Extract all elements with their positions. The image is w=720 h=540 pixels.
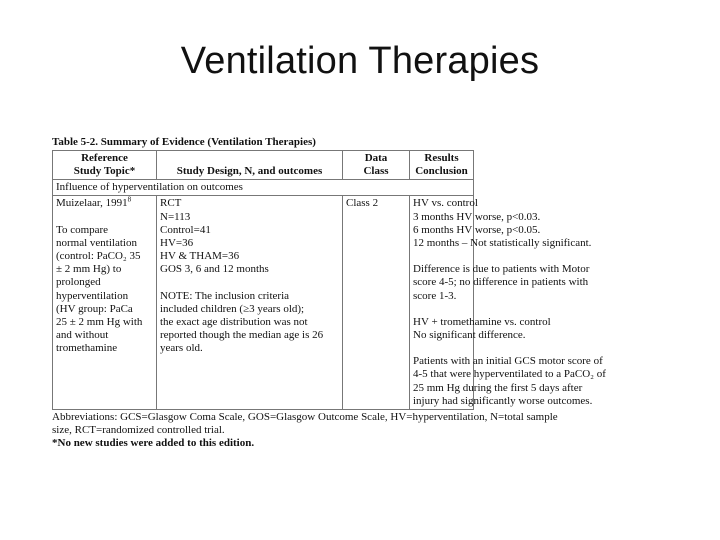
results-cell [410,196,606,410]
results-line: 25 mm Hg during the first 5 days after [413,381,583,394]
header-text: Study Design, N, and outcomes [176,165,323,178]
table-row [53,196,474,410]
topic-line: (HV group: PaCa [56,302,133,315]
header-text: Study Topic* [73,165,136,178]
design-line: GOS 3, 6 and 12 months [160,263,269,276]
header-design [157,151,343,180]
design-line: RCT [160,197,182,210]
design-note-line: included children (≥3 years old); [160,302,305,315]
slide-title: Ventilation Therapies [180,40,540,82]
section-label: Influence of hyperventilation on outcomes [53,180,474,196]
design-note-line: NOTE: The inclusion criteria [160,289,290,302]
topic-line: normal ventilation [56,236,137,249]
edition-note: *No new studies were added to this edition. [52,437,255,450]
topic-line: hyperventilation [56,289,129,302]
evidence-document [52,136,606,451]
topic-line: (control: PaCO₂ 35 [56,250,141,263]
table-caption: Table 5-2. Summary of Evidence (Ventilation Therapies) [52,136,316,148]
results-line: score 1-3. [413,289,457,302]
results-line: HV + tromethamine vs. control [413,315,551,328]
header-results [410,151,474,180]
header-reference [53,151,157,180]
design-cell [157,196,343,410]
results-line: 4-5 that were hyperventilated to a PaCO₂ of [413,368,606,381]
data-class-value: Class 2 [346,197,379,210]
results-line: No significant difference. [413,329,526,342]
header-text: Data [364,152,388,165]
section-row [53,180,474,196]
topic-line: 25 ± 2 mm Hg with [56,316,143,329]
reference-author [56,197,153,210]
results-line: 3 months HV worse, p<0.03. [413,210,541,223]
header-text: Conclusion [415,165,468,178]
design-line: Control=41 [160,223,211,236]
citation-superscript: 8 [127,195,132,204]
header-text: Results [424,152,459,165]
results-line: 6 months HV worse, p<0.05. [413,223,541,236]
abbreviations-line: Abbreviations: GCS=Glasgow Coma Scale, GOS=Glasgow Outcome Scale, HV=hyperventilation, N=total sample [52,411,558,424]
author-text: Muizelaar, 1991 [56,197,128,210]
topic-line: tromethamine [56,342,118,355]
reference-cell [53,196,157,410]
topic-line: ± 2 mm Hg) to [56,263,122,276]
design-line: HV=36 [160,237,194,250]
topic-line: To compare [56,223,109,236]
results-line: 12 months – Not statistically significant. [413,237,592,250]
design-note-line: years old. [160,342,203,355]
header-text: Class [363,165,389,178]
data-class-cell [343,196,410,410]
table-header-row [53,151,474,180]
results-line: score 4-5; no difference in patients with [413,276,589,289]
header-data-class [343,151,410,180]
abbreviations-line: size, RCT=randomized controlled trial. [52,424,225,437]
design-note-line: the exact age distribution was not [160,316,308,329]
topic-line: and without [56,329,109,342]
results-line: Difference is due to patients with Motor [413,263,590,276]
design-note-line: reported though the median age is 26 [160,329,324,342]
results-line: HV vs. control [413,197,478,210]
topic-line: prolonged [56,276,101,289]
design-line: HV & THAM=36 [160,250,240,263]
results-line: injury had significantly worse outcomes. [413,394,593,407]
header-text: Reference [81,152,128,165]
evidence-table [52,150,606,410]
results-line: Patients with an initial GCS motor score of [413,355,603,368]
table-footnotes [52,411,558,451]
design-line: N=113 [160,210,191,223]
